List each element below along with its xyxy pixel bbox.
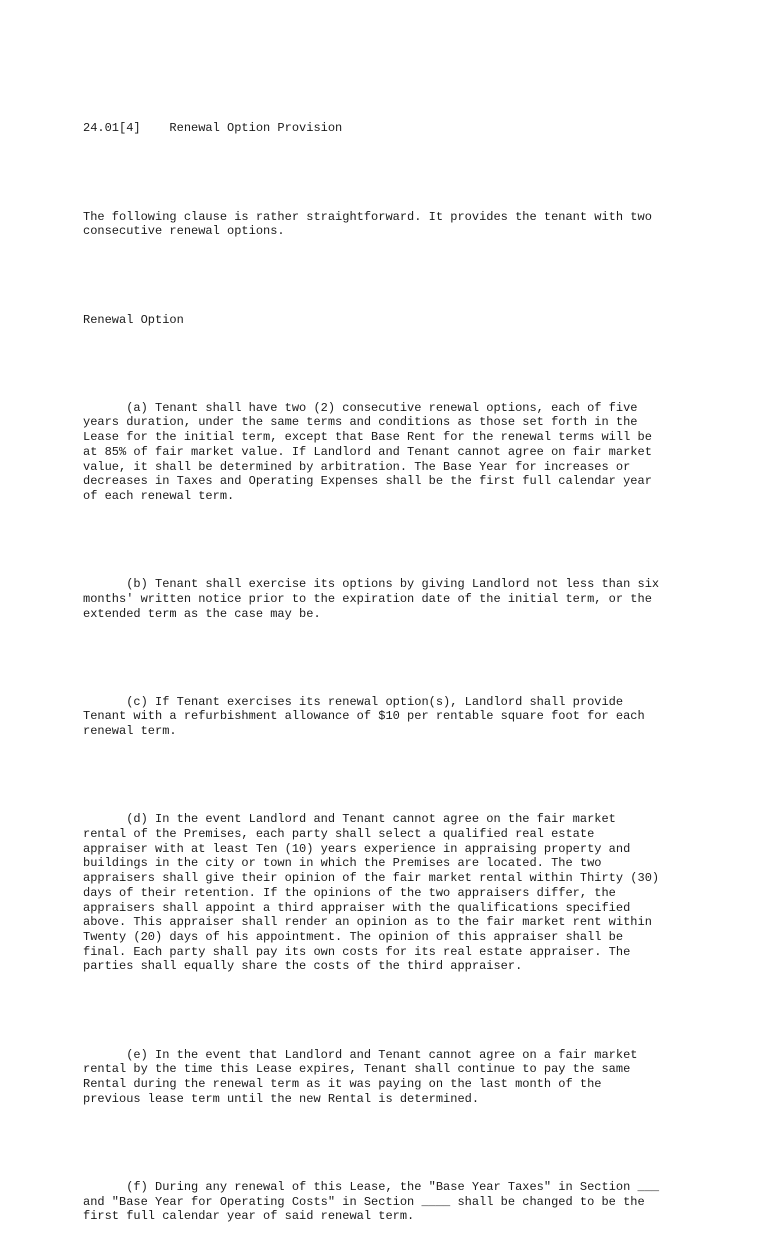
spacer	[83, 1136, 703, 1151]
spacer	[83, 651, 703, 666]
clause-paragraph-a: (a) Tenant shall have two (2) consecutive renewal options, each of five years duration, under the same terms and conditions as those set forth in the Lease for the initial term, except that Base Rent for the renewal terms will be at 85% of fair market value. If Landlord and Tenant cannot agree on fair market value, it shall be determined by arbitration. The Base Year for increases or decreases in Taxes and Operating Expenses shall be the first full calendar year of each renewal term.	[83, 400, 652, 503]
section-heading: 24.01[4] Renewal Option Provision	[83, 121, 343, 136]
clause-paragraph-f: (f) During any renewal of this Lease, the "Base Year Taxes" in Section ___ and "Base Year for Operating Costs" in Section ____ shall be changed to be the first full calendar year of said renewal term.	[83, 1179, 660, 1224]
spacer	[83, 357, 703, 372]
spacer	[83, 768, 703, 783]
clause-paragraph-d: (d) In the event Landlord and Tenant cannot agree on the fair market rental of the Premises, each party shall select a qualified real estate appraiser with at least Ten (10) years experience in appraising property and buildings in the city or town in which the Premises are located. The two appraisers shall give their opinion of the fair market rental within Thirty (30) days of their retention. If the opinions of the two appraisers differ, the appraisers shall appoint a third appraiser with the qualifications specified above. This appraiser shall render an opinion as to the fair market rent within Twenty (20) days of his appointment. The opinion of this appraiser shall be final. Each party shall pay its own costs for its real estate appraiser. The parties shall equally share the costs of the third appraiser.	[83, 812, 660, 974]
spacer	[83, 1004, 703, 1019]
clause-paragraph-e: (e) In the event that Landlord and Tenant cannot agree on a fair market rental by the time this Lease expires, Tenant shall continue to pay the same Rental during the renewal term as it was paying on the last month of the previous lease term until the new Rental is determined.	[83, 1047, 638, 1106]
intro-paragraph: The following clause is rather straightforward. It provides the tenant with two consecutive renewal options.	[83, 209, 652, 239]
spacer	[83, 268, 703, 283]
clause-title: Renewal Option	[83, 312, 184, 327]
clause-paragraph-c: (c) If Tenant exercises its renewal option(s), Landlord shall provide Tenant with a refurbishment allowance of $10 per rentable square foot for each renewal term.	[83, 694, 645, 739]
document-page	[83, 92, 703, 1239]
spacer	[83, 533, 703, 548]
spacer	[83, 166, 703, 181]
clause-paragraph-b: (b) Tenant shall exercise its options by giving Landlord not less than six months' written notice prior to the expiration date of the initial term, or the extended term as the case may be.	[83, 577, 660, 621]
